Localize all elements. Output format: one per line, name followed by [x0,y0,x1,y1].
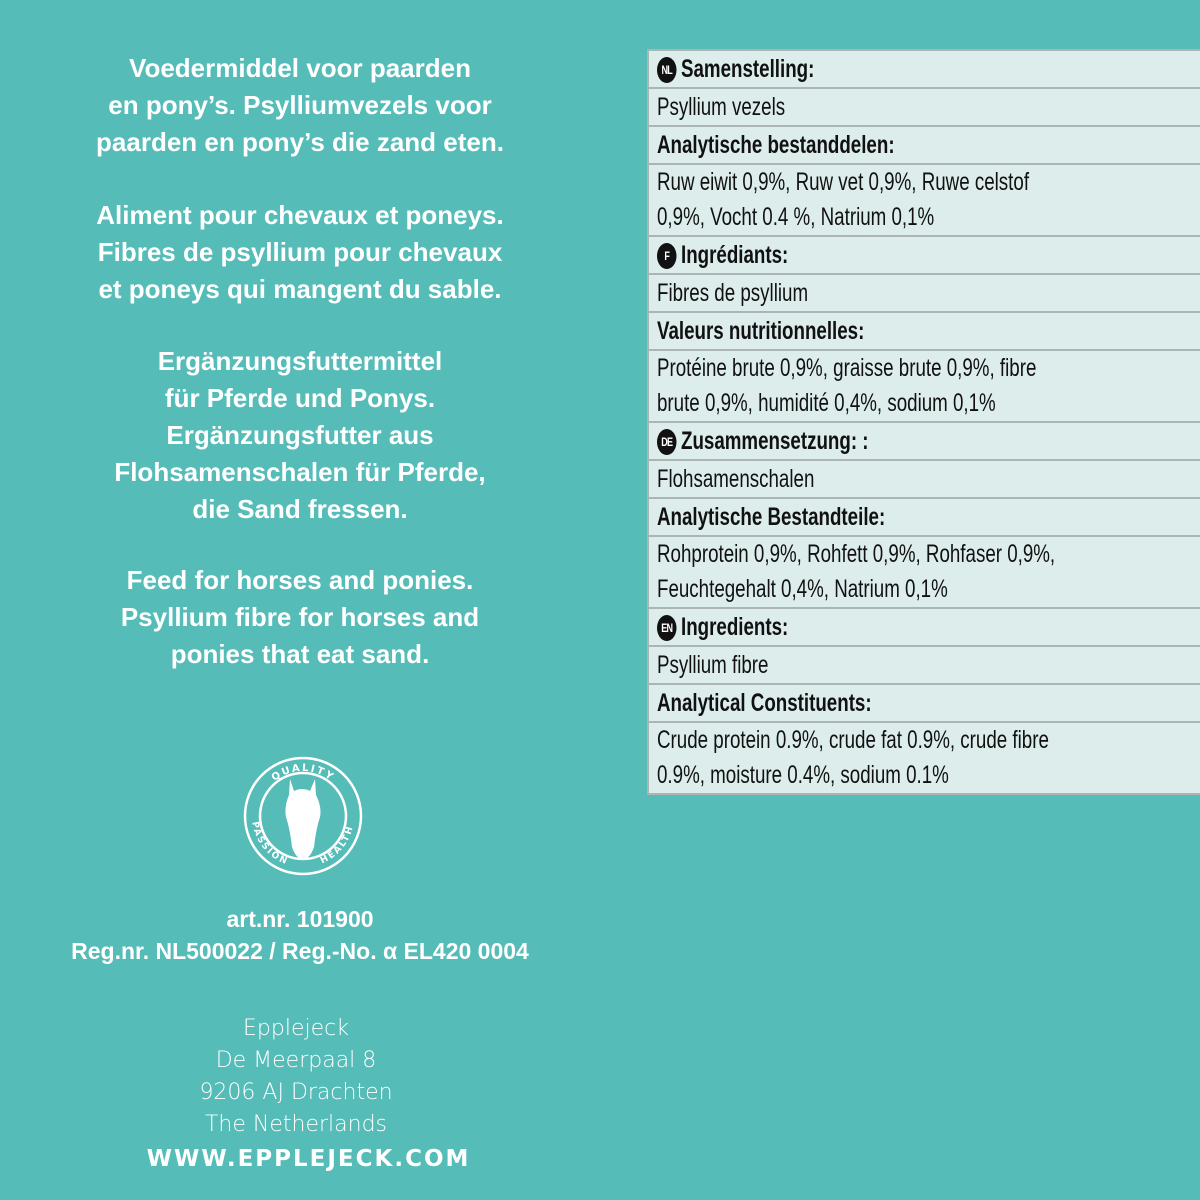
table-row [648,274,1200,312]
table-cell [648,684,1200,722]
table-cell [648,274,1200,312]
table-cell [648,164,1200,236]
quality-seal-logo [242,755,364,877]
table-cell [648,536,1200,608]
address-line: 9206 AJ Drachten [199,1080,393,1105]
company-address [0,1013,592,1141]
cell-text: Crude protein 0.9%, crude fat 0.9%, crude fibre 0.9%, moisture 0.4%, sodium 0.1% [657,726,1049,789]
table-row [648,88,1200,126]
cell-content [657,351,1077,421]
cell-content [657,723,1077,793]
cell-content [657,90,1077,125]
table-cell [648,350,1200,422]
description-line: paarden en pony’s die zand eten. [96,127,504,157]
table-cell [648,422,1200,460]
cell-text: Valeurs nutritionnelles: [657,316,865,345]
cell-text: Protéine brute 0,9%, graisse brute 0,9%, fibre brute 0,9%, humidité 0,4%, sodium 0,1% [657,354,1037,417]
table-heading-row [648,422,1200,460]
language-badge-icon: EN [657,615,677,641]
description-paragraph [0,562,600,673]
cell-content [657,686,1077,721]
address-line: De Meerpaal 8 [215,1048,377,1073]
cell-text: Analytische Bestandteile: [657,502,886,531]
table-heading-row [648,312,1200,350]
description-line: et poneys qui mangent du sable. [98,274,502,304]
table-row [648,350,1200,422]
cell-content [657,424,1077,459]
table-heading-row [648,236,1200,274]
description-line: Psyllium fibre for horses and [120,602,480,632]
table-cell [648,646,1200,684]
cell-text: Fibres de psyllium [657,278,809,307]
cell-content [657,52,1077,87]
cell-content [657,648,1077,683]
table-cell [648,236,1200,274]
description-line: Feed for horses and ponies. [126,565,474,595]
cell-text: Ruw eiwit 0,9%, Ruw vet 0,9%, Ruwe celstof 0,9%, Vocht 0.4 %, Natrium 0,1% [657,168,1030,231]
svg-text:PASSION: PASSION [249,820,291,868]
cell-text: Psyllium vezels [657,92,786,121]
language-badge-icon: NL [657,57,677,83]
cell-text: Analytische bestanddelen: [657,130,895,159]
description-paragraph [0,343,600,528]
description-line: die Sand fressen. [192,494,408,524]
cell-text: Psyllium fibre [657,650,769,679]
cell-text: Ingredients: [681,612,789,641]
description-line: Fibres de psyllium pour chevaux [97,237,503,267]
description-line: Aliment pour chevaux et poneys. [96,200,504,230]
cell-text: Zusammensetzung: : [681,426,869,455]
article-number: art.nr. 101900 [226,906,374,932]
description-paragraph [0,197,600,308]
svg-text:HEALTH: HEALTH [318,823,357,867]
description-line: ponies that eat sand. [170,639,430,669]
description-paragraph [0,50,600,161]
table-cell [648,88,1200,126]
svg-text:QUALITY: QUALITY [269,762,337,784]
cell-content [657,462,1077,497]
table-row [648,164,1200,236]
table-cell [648,50,1200,88]
website-link[interactable]: WWW.EPPLEJECK.COM [146,1146,471,1172]
cell-text: Samenstelling: [681,54,815,83]
description-line: Voedermiddel voor paarden [129,53,471,83]
language-badge-icon: DE [657,429,677,455]
description-line: Ergänzungsfuttermittel [157,346,443,376]
table-cell [648,312,1200,350]
cell-text: Analytical Constituents: [657,688,872,717]
table-cell [648,722,1200,794]
address-line: The Netherlands [204,1112,387,1137]
table-heading-row [648,608,1200,646]
address-line: Epplejeck [243,1016,349,1041]
cell-content [657,610,1077,645]
table-row [648,536,1200,608]
description-line: en pony’s. Psylliumvezels voor [108,90,492,120]
cell-text: Ingrédiants: [681,240,789,269]
table-cell [648,498,1200,536]
table-heading-row [648,50,1200,88]
table-cell [648,126,1200,164]
composition-table [647,49,1200,795]
description-line: Flohsamenschalen für Pferde, [114,457,486,487]
registration-number: Reg.nr. NL500022 / Reg.-No. α EL420 0004 [71,938,529,964]
table-cell [648,608,1200,646]
table-row [648,722,1200,794]
cell-text: Rohprotein 0,9%, Rohfett 0,9%, Rohfaser 0,9%, Feuchtegehalt 0,4%, Natrium 0,1% [657,540,1056,603]
table-row [648,460,1200,498]
description-line: Ergänzungsfutter aus [166,420,434,450]
table-cell [648,460,1200,498]
table-heading-row [648,126,1200,164]
cell-content [657,500,1077,535]
cell-text: Flohsamenschalen [657,464,815,493]
cell-content [657,276,1077,311]
table-heading-row [648,684,1200,722]
cell-content [657,314,1077,349]
table-row [648,646,1200,684]
cell-content [657,165,1077,235]
language-badge-icon: F [657,243,677,269]
description-line: für Pferde und Ponys. [164,383,436,413]
cell-content [657,537,1077,607]
table-heading-row [648,498,1200,536]
cell-content [657,238,1077,273]
cell-content [657,128,1077,163]
